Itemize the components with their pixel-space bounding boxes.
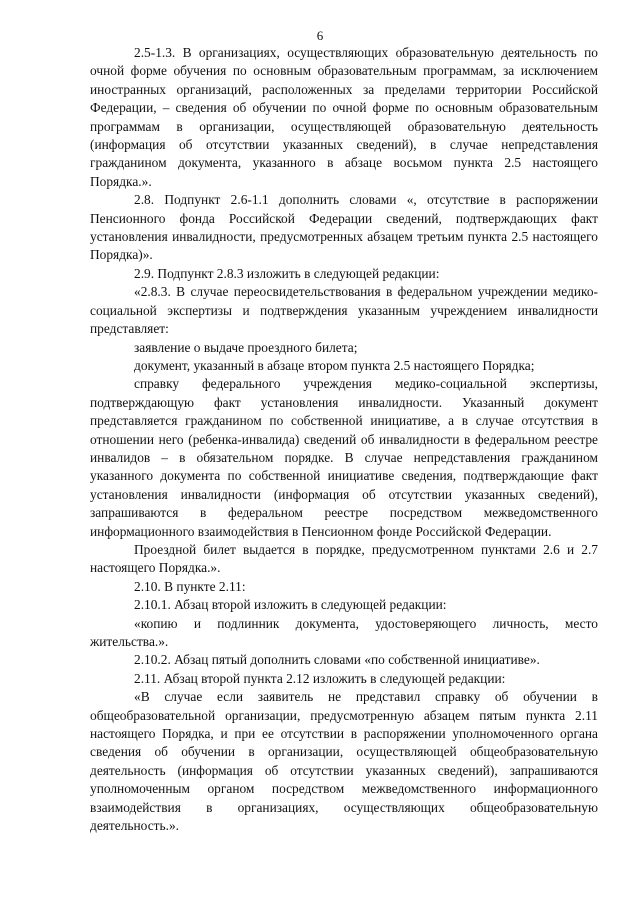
paragraph-document: документ, указанный в абзаце втором пункта 2.5 настоящего Порядка; xyxy=(134,357,535,373)
page-number: 6 xyxy=(316,28,324,43)
paragraph-2-5-1-3: 2.5-1.3. В организациях, осуществляющих образовательную деятельность по очной форме обучения по основным образовательным программам, за исключением иностранных организаций, расположенных за пределами территории Российской Федерации, – сведения об обучении по очной форме по основным образовательным программам в организации, осуществляющей образовательную деятельность (информация об отсутствии указанных сведений), в случае непредставления гражданином документа, указанного в абзаце восьмом пункта 2.5 настоящего Порядка.». xyxy=(90,45,598,189)
document-body xyxy=(90,44,598,835)
paragraph-passport-copy: «копию и подлинник документа, удостоверяющего личность, место жительства.». xyxy=(90,615,598,649)
paragraph-2-8: 2.8. Подпункт 2.6-1.1 дополнить словами «, отсутствие в распоряжении Пенсионного фонда Российской Федерации сведений, подтверждающих факт установления инвалидности, предусмотренных абзацем третьим пункта 2.5 настоящего Порядка)». xyxy=(90,192,598,263)
paragraph-2-9: 2.9. Подпункт 2.8.3 изложить в следующей редакции: xyxy=(134,265,440,281)
paragraph-certificate: справку федерального учреждения медико-социальной экспертизы, подтверждающую факт установления инвалидности. Указанный документ представляется гражданином по собственной инициативе, а в случае отсутствия в отношении него (ребенка-инвалида) сведений об инвалидности в федеральном реестре инвалидов – в обязательном порядке. В случае непредставления гражданином указанного документа по собственной инициативе сведения, подтверждающие факт установления инвалидности (информация об отсутствии указанных сведений), запрашиваются в федеральном реестре посредством межведомственного информационного взаимодействия в Пенсионном фонде Российской Федерации. xyxy=(90,376,598,539)
paragraph-application: заявление о выдаче проездного билета; xyxy=(134,339,358,355)
paragraph-2-8-3: «2.8.3. В случае переосвидетельствования в федеральном учреждении медико-социальной экспертизы и подтверждения указанным учреждением инвалидности представляет: xyxy=(90,284,598,337)
paragraph-2-11: 2.11. Абзац второй пункта 2.12 изложить в следующей редакции: xyxy=(134,670,506,686)
paragraph-ticket-issue: Проездной билет выдается в порядке, предусмотренном пунктами 2.6 и 2.7 настоящего Порядка.». xyxy=(90,541,598,576)
paragraph-2-10: 2.10. В пункте 2.11: xyxy=(134,578,246,594)
paragraph-2-10-1: 2.10.1. Абзац второй изложить в следующей редакции: xyxy=(134,597,447,613)
paragraph-study-certificate: «В случае если заявитель не представил справку об обучении в общеобразовательной организации, предусмотренную абзацем пятым пункта 2.11 настоящего Порядка, и при ее отсутствии в распоряжении уполномоченного органа сведения об обучении в организации, осуществляющей общеобразовательную деятельность (информация об отсутствии указанных сведений), запрашиваются уполномоченным органом посредством межведомственного информационного взаимодействия в организациях, осуществляющих общеобразовательную деятельность.». xyxy=(90,689,598,834)
paragraph-2-10-2: 2.10.2. Абзац пятый дополнить словами «по собственной инициативе». xyxy=(134,652,540,668)
